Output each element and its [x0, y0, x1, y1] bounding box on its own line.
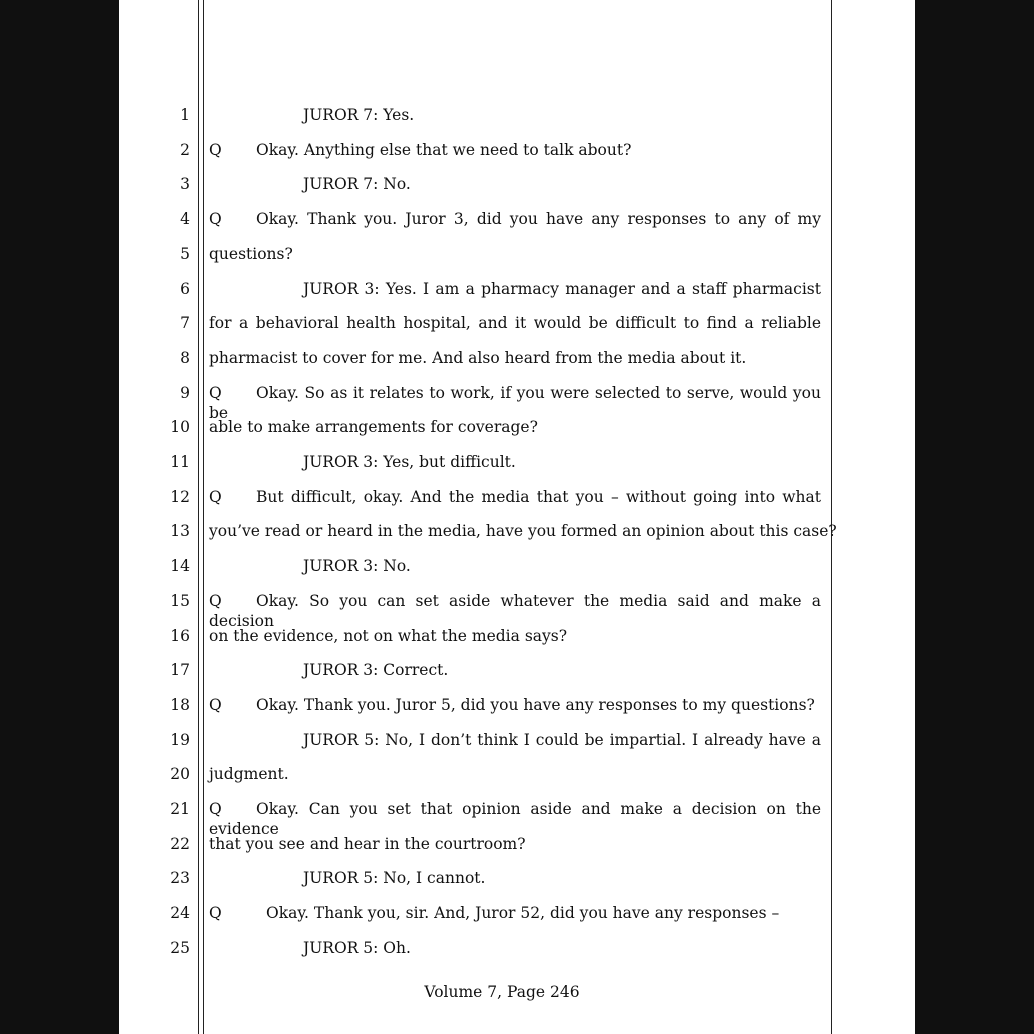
line-text: you’ve read or heard in the media, have you formed an opinion about this case? [209, 522, 837, 541]
question-text: Okay. So you can set aside whatever the media said and make a decision [209, 591, 821, 630]
transcript-line [119, 174, 915, 209]
transcript-line [119, 626, 915, 661]
question-label: Q [209, 695, 222, 714]
line-text: on the evidence, not on what the media says? [209, 626, 568, 645]
transcript-line [119, 556, 915, 591]
line-text [209, 487, 821, 507]
question-label: Q [209, 210, 222, 229]
line-number: 21 [170, 800, 190, 818]
line-text: JUROR 7: Yes. [303, 106, 415, 124]
line-text: judgment. [209, 765, 289, 784]
line-number: 4 [180, 210, 190, 229]
transcript-line [119, 695, 915, 730]
transcript-line [119, 140, 915, 175]
transcript-line [119, 730, 915, 765]
question-label: Q [209, 591, 222, 610]
line-text: able to make arrangements for coverage? [209, 418, 538, 437]
line-number: 18 [170, 695, 190, 714]
transcript-line [119, 348, 915, 383]
question-text: Okay. Thank you. Juror 5, did you have any responses to my questions? [256, 695, 815, 714]
line-text: that you see and hear in the courtroom? [209, 834, 526, 853]
question-label: Q [209, 487, 222, 506]
transcript-line [119, 452, 915, 487]
line-text: JUROR 3: No. [303, 557, 411, 576]
question-label: Q [209, 383, 222, 402]
transcript-line [119, 487, 915, 522]
transcript-line [119, 799, 915, 838]
line-text [209, 209, 821, 229]
line-text: JUROR 5: No, I don’t think I could be impartial. I already have a [303, 730, 821, 749]
line-text: JUROR 3: Yes, but difficult. [303, 453, 516, 471]
question-label: Q [209, 904, 222, 923]
question-text: Okay. Thank you, sir. And, Juror 52, did you have any responses – [266, 904, 780, 923]
line-number: 12 [170, 487, 190, 506]
transcript-line [119, 521, 915, 556]
line-text [209, 695, 821, 715]
transcript-line [119, 417, 915, 452]
transcript-line [119, 660, 915, 695]
transcript-line [119, 834, 915, 869]
question-text: Okay. Can you set that opinion aside and make a decision on the evidence [209, 800, 821, 838]
question-label: Q [209, 800, 222, 818]
line-text: JUROR 7: No. [303, 175, 411, 194]
line-number: 3 [180, 175, 190, 194]
line-text: for a behavioral health hospital, and it would be difficult to find a reliable [209, 314, 821, 333]
transcript-line [119, 279, 915, 314]
transcript-line [119, 868, 915, 903]
line-text: JUROR 5: Oh. [303, 938, 411, 957]
line-number: 1 [180, 106, 190, 124]
line-number: 2 [180, 140, 190, 159]
line-number: 24 [170, 904, 190, 923]
transcript-line [119, 209, 915, 244]
question-text: Okay. Anything else that we need to talk about? [256, 140, 632, 159]
question-text: But difficult, okay. And the media that you – without going into what [256, 487, 821, 506]
transcript-line [119, 938, 915, 973]
line-number: 9 [180, 383, 190, 402]
line-number: 22 [170, 834, 190, 853]
line-number: 7 [180, 314, 190, 333]
line-number: 15 [170, 591, 190, 610]
line-number: 8 [180, 348, 190, 367]
line-text: questions? [209, 244, 293, 263]
question-text: Okay. So as it relates to work, if you were selected to serve, would you be [209, 383, 821, 422]
transcript-line [119, 903, 915, 938]
transcript-line [119, 383, 915, 422]
transcript-line [119, 764, 915, 799]
line-text: JUROR 3: Yes. I am a pharmacy manager and a staff pharmacist [303, 279, 821, 298]
line-number: 16 [170, 626, 190, 645]
question-text: Okay. Thank you. Juror 3, did you have any responses to any of my [256, 210, 821, 229]
line-number: 17 [170, 661, 190, 680]
transcript-line [119, 591, 915, 630]
line-number: 19 [170, 730, 190, 749]
line-text: pharmacist to cover for me. And also heard from the media about it. [209, 348, 747, 367]
transcript-line [119, 105, 915, 140]
line-text: JUROR 3: Correct. [303, 661, 449, 680]
transcript-line [119, 244, 915, 279]
line-number: 11 [170, 453, 190, 471]
transcript-page [119, 0, 915, 1034]
line-text: JUROR 5: No, I cannot. [303, 869, 486, 888]
page-footer: Volume 7, Page 246 [424, 983, 580, 1001]
line-number: 20 [170, 765, 190, 784]
line-number: 25 [170, 938, 190, 957]
line-number: 23 [170, 869, 190, 888]
line-number: 13 [170, 522, 190, 541]
line-number: 5 [180, 244, 190, 263]
line-number: 10 [170, 418, 190, 437]
line-number: 6 [180, 279, 190, 298]
line-text [209, 903, 821, 923]
line-number: 14 [170, 557, 190, 576]
line-text [209, 140, 821, 160]
transcript-line [119, 313, 915, 348]
question-label: Q [209, 140, 222, 159]
